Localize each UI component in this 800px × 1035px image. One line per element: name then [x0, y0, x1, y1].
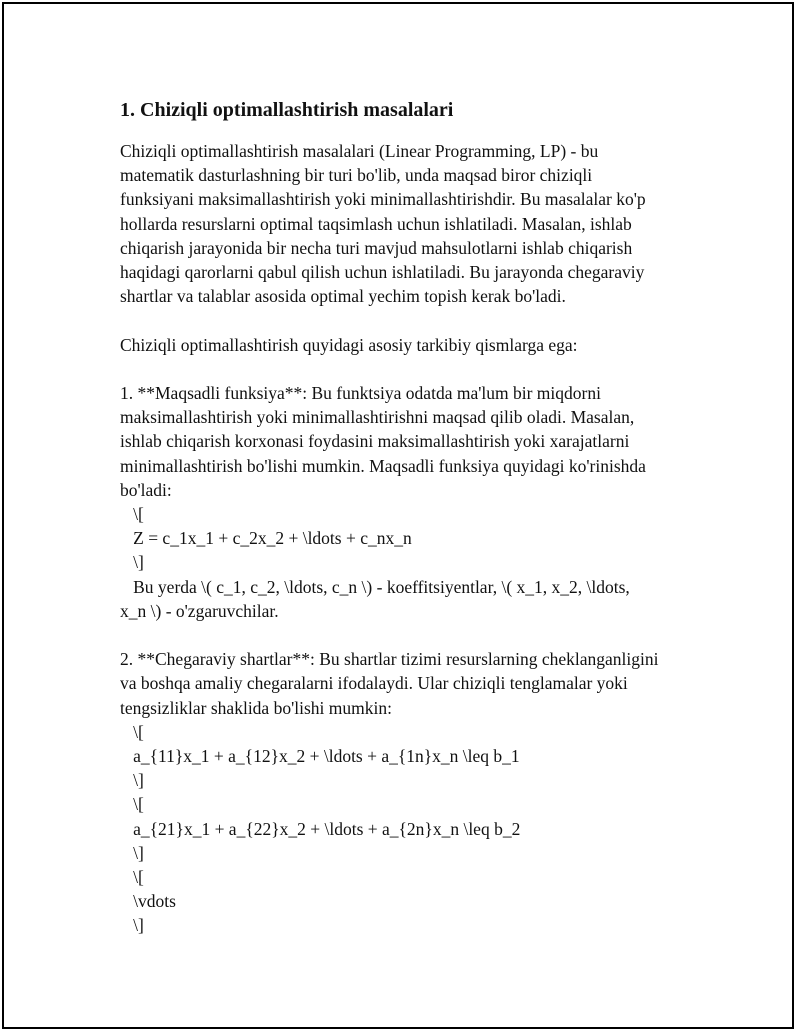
text-line: \[	[120, 794, 144, 815]
body-text	[120, 139, 700, 938]
text-line: 1. **Maqsadli funksiya**: Bu funktsiya odatda ma'lum bir miqdorni	[120, 383, 601, 403]
blank-line	[120, 308, 700, 332]
text-line: \]	[120, 842, 144, 863]
text-line: \[	[120, 721, 144, 742]
text-line: maksimallashtirish yoki minimallashtirishni maqsad qilib oladi. Masalan,	[120, 407, 635, 428]
text-line: \]	[120, 915, 144, 936]
text-line: a_{21}x_1 + a_{22}x_2 + \ldots + a_{2n}x_n \leq b_2	[120, 818, 521, 839]
blank-line	[120, 623, 700, 647]
text-line: Chiziqli optimallashtirish masalalari (Linear Programming, LP) - bu	[120, 141, 599, 161]
text-line: va boshqa amaliy chegaralarni ifodalaydi. Ular chiziqli tenglamalar yoki	[120, 673, 628, 694]
text-line: a_{11}x_1 + a_{12}x_2 + \ldots + a_{1n}x_n \leq b_1	[120, 746, 520, 767]
text-line: bo'ladi:	[120, 479, 172, 500]
text-line: 2. **Chegaraviy shartlar**: Bu shartlar tizimi resurslarning cheklanganligini	[120, 649, 659, 670]
blank-line	[120, 357, 700, 381]
section-heading: 1. Chiziqli optimallashtirish masalalari	[120, 99, 454, 121]
text-line: x_n \) - o'zgaruvchilar.	[120, 600, 279, 621]
document-body	[120, 96, 700, 938]
text-line: \[	[120, 504, 144, 525]
text-line: \vdots	[120, 891, 176, 912]
text-line: matematik dasturlashning bir turi bo'lib, unda maqsad biror chiziqli	[120, 165, 593, 186]
text-line: funksiyani maksimallashtirish yoki minimallashtirishdir. Bu masalalar ko'p	[120, 189, 646, 210]
text-line: Chiziqli optimallashtirish quyidagi asosiy tarkibiy qismlarga ega:	[120, 334, 578, 355]
text-line: haqidagi qarorlarni qabul qilish uchun ishlatiladi. Bu jarayonda chegaraviy	[120, 262, 645, 283]
text-line: \[	[120, 867, 144, 888]
text-line: shartlar va talablar asosida optimal yechim topish kerak bo'ladi.	[120, 286, 566, 307]
text-line: hollarda resurslarni optimal taqsimlash uchun ishlatiladi. Masalan, ishlab	[120, 213, 632, 234]
text-line: ishlab chiqarish korxonasi foydasini maksimallashtirish yoki xarajatlarni	[120, 431, 630, 452]
text-line: tengsizliklar shaklida bo'lishi mumkin:	[120, 697, 392, 718]
document-page	[2, 2, 794, 1029]
text-line: \]	[120, 552, 144, 573]
text-line: minimallashtirish bo'lishi mumkin. Maqsadli funksiya quyidagi ko'rinishda	[120, 455, 646, 476]
text-line: Z = c_1x_1 + c_2x_2 + \ldots + c_nx_n	[120, 528, 412, 549]
text-line: chiqarish jarayonida bir necha turi mavjud mahsulotlarni ishlab chiqarish	[120, 237, 633, 258]
text-line: Bu yerda \( c_1, c_2, \ldots, c_n \) - koeffitsiyentlar, \( x_1, x_2, \ldots,	[120, 576, 630, 597]
text-line: \]	[120, 770, 144, 791]
